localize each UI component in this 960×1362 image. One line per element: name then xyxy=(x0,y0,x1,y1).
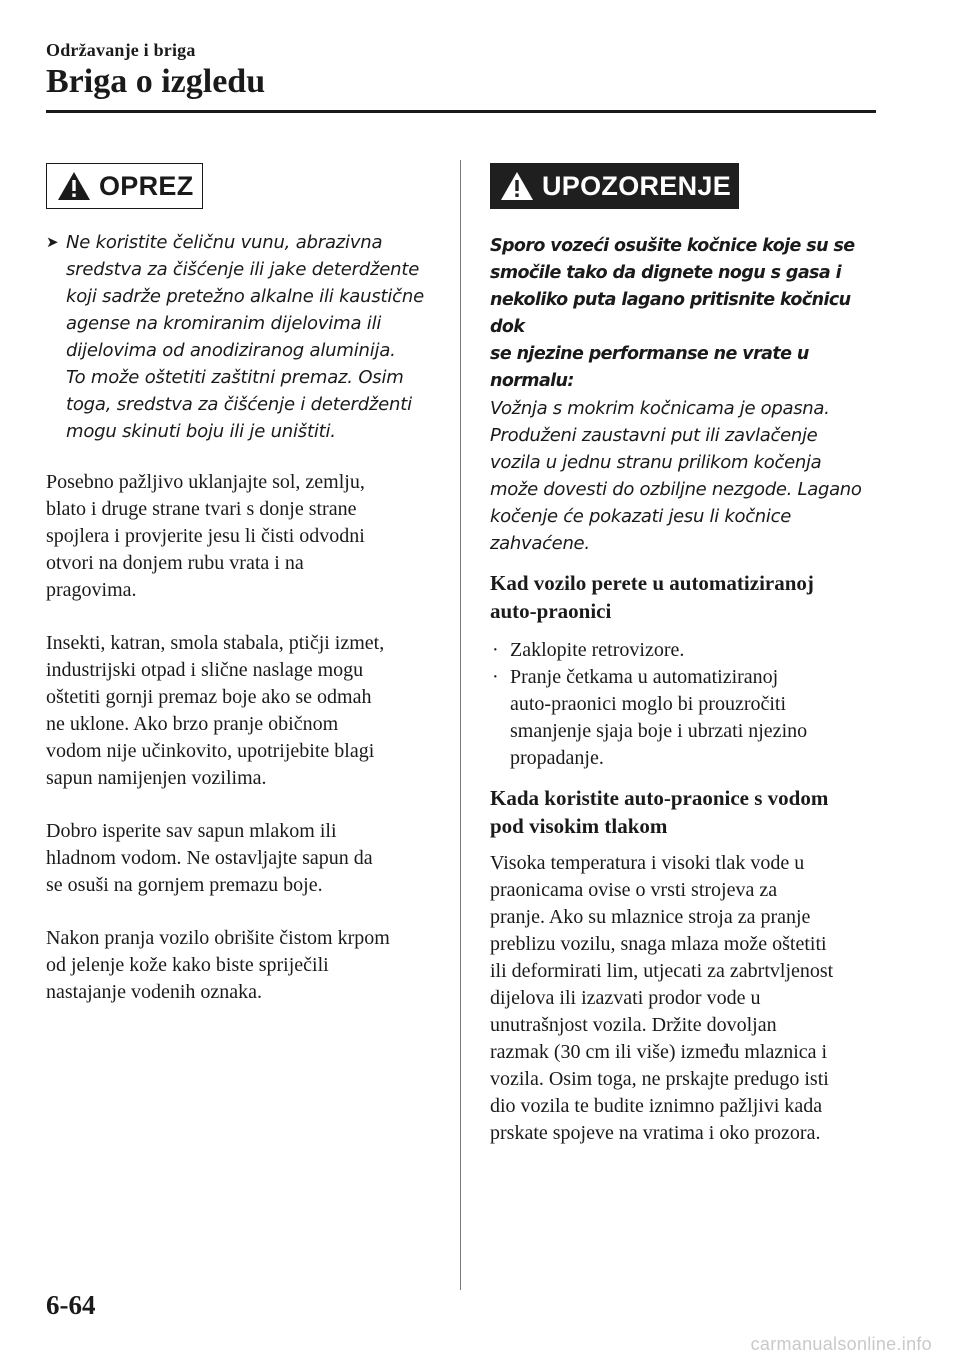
warning-badge xyxy=(490,163,739,209)
caution-line: dijelovima od anodiziranog aluminija. xyxy=(66,340,396,361)
body-paragraph xyxy=(46,818,442,899)
caution-line: agense na kromiranim dijelovima ili xyxy=(66,313,382,334)
heading-line: auto-praonici xyxy=(490,599,612,623)
body-line: od jelenje kože kako biste spriječili xyxy=(46,954,329,976)
body-line: nastajanje vodenih oznaka. xyxy=(46,981,263,1003)
car-wash-heading xyxy=(490,569,882,625)
heading-line: Kada koristite auto-praonice s vodom xyxy=(490,786,829,810)
warning-body-line: može dovesti do ozbiljne nezgode. Lagano xyxy=(490,479,862,500)
body-line: oštetiti gornji premaz boje ako se odmah xyxy=(46,686,372,708)
body-line: Visoka temperatura i visoki tlak vode u xyxy=(490,852,805,874)
high-pressure-heading xyxy=(490,784,882,840)
warning-emphasis-line: nekoliko puta lagano pritisnite kočnicu dok xyxy=(490,290,851,337)
right-column xyxy=(490,163,882,1147)
body-line: preblizu vozilu, snaga mlaza može oštetiti xyxy=(490,933,827,955)
car-wash-bullet-list xyxy=(490,637,882,772)
warning-emphasis-text xyxy=(490,233,882,395)
heading-line: pod visokim tlakom xyxy=(490,814,668,838)
warning-triangle-icon xyxy=(500,171,534,201)
high-pressure-paragraph xyxy=(490,850,882,1147)
caution-line: mogu skinuti boju ili je uništiti. xyxy=(66,421,336,442)
body-line: Insekti, katran, smola stabala, ptičji izmet, xyxy=(46,632,385,654)
bullet-dot-icon: · xyxy=(492,639,499,661)
warning-emphasis-line: Sporo vozeći osušite kočnice koje su se xyxy=(490,236,855,256)
list-item-text xyxy=(510,664,807,772)
body-line: spojlera i provjerite jesu li čisti odvodni xyxy=(46,525,365,547)
left-column xyxy=(46,163,442,1006)
body-line: hladnom vodom. Ne ostavljajte sapun da xyxy=(46,847,373,869)
caution-line: Ne koristite čeličnu vunu, abrazivna xyxy=(66,232,383,253)
caution-label: OPREZ xyxy=(99,170,194,201)
column-divider xyxy=(460,160,461,1290)
body-line: dio vozila te budite iznimno pažljivi kada xyxy=(490,1095,823,1117)
body-line: pragovima. xyxy=(46,579,137,601)
list-item xyxy=(490,664,882,772)
list-line: Zaklopite retrovizore. xyxy=(510,639,685,661)
caution-badge xyxy=(46,163,203,209)
body-line: vodom nije učinkovito, upotrijebite blagi xyxy=(46,740,375,762)
body-line: Dobro isperite sav sapun mlakom ili xyxy=(46,820,337,842)
caution-line: To može oštetiti zaštitni premaz. Osim xyxy=(66,367,404,388)
warning-body-line: zahvaćene. xyxy=(490,533,590,554)
body-line: sapun namijenjen vozilima. xyxy=(46,767,267,789)
body-line: pranje. Ako su mlaznice stroja za pranje xyxy=(490,906,811,928)
body-paragraph xyxy=(46,925,442,1006)
header-divider xyxy=(46,110,876,113)
page-number: 6-64 xyxy=(46,1290,96,1320)
page-title: Briga o izgledu xyxy=(46,63,266,100)
body-line: vozila. Osim toga, ne prskajte predugo isti xyxy=(490,1068,829,1090)
caution-line: sredstva za čišćenje ili jake deterdžente xyxy=(66,259,420,280)
caution-item-text xyxy=(66,229,424,445)
warning-label: UPOZORENJE xyxy=(542,170,732,201)
body-line: se osuši na gornjem premazu boje. xyxy=(46,874,323,896)
left-body xyxy=(46,469,442,1006)
body-paragraph xyxy=(46,630,442,792)
warning-emphasis-line: se njezine performanse ne vrate u normalu: xyxy=(490,344,809,391)
warning-body-line: kočenje će pokazati jesu li kočnice xyxy=(490,506,791,527)
caution-line: toga, sredstva za čišćenje i deterdženti xyxy=(66,394,412,415)
body-line: unutrašnjost vozila. Držite dovoljan xyxy=(490,1014,777,1036)
caution-item xyxy=(46,229,442,445)
watermark: carmanualsonline.info xyxy=(750,1334,932,1354)
body-line: blato i druge strane tvari s donje strane xyxy=(46,498,357,520)
list-line: smanjenje sjaja boje i ubrzati njezino xyxy=(510,720,808,742)
body-line: ili deformirati lim, utjecati za zabrtvljenost xyxy=(490,960,834,982)
body-line: Nakon pranja vozilo obrišite čistom krpom xyxy=(46,927,390,949)
warning-body-text xyxy=(490,395,882,557)
body-line: praonicama ovise o vrsti strojeva za xyxy=(490,879,778,901)
caution-line: koji sadrže pretežno alkalne ili kaustične xyxy=(66,286,424,307)
list-item-text xyxy=(510,637,684,664)
caution-list xyxy=(46,229,442,445)
heading-line: Kad vozilo perete u automatiziranoj xyxy=(490,571,814,595)
body-paragraph xyxy=(46,469,442,604)
list-item xyxy=(490,637,882,664)
list-line: auto-praonici moglo bi prouzročiti xyxy=(510,693,787,715)
body-line: razmak (30 cm ili više) između mlaznica i xyxy=(490,1041,828,1063)
body-line: ne uklone. Ako brzo pranje običnom xyxy=(46,713,339,735)
bullet-dot-icon: · xyxy=(492,666,499,688)
warning-triangle-icon xyxy=(57,171,91,201)
warning-body-line: Vožnja s mokrim kočnicama je opasna. xyxy=(490,398,830,419)
warning-emphasis-line: smočile tako da dignete nogu s gasa i xyxy=(490,263,841,283)
arrow-right-icon: ➤ xyxy=(46,233,59,251)
section-subtitle: Održavanje i briga xyxy=(46,40,196,60)
body-line: prskate spojeve na vratima i oko prozora. xyxy=(490,1122,821,1144)
body-line: industrijski otpad i slične naslage mogu xyxy=(46,659,364,681)
body-line: otvori na donjem rubu vrata i na xyxy=(46,552,304,574)
warning-body-line: Produženi zaustavni put ili zavlačenje xyxy=(490,425,818,446)
list-line: propadanje. xyxy=(510,747,604,769)
warning-body-line: vozila u jednu stranu prilikom kočenja xyxy=(490,452,822,473)
body-line: dijelova ili izazvati prodor vode u xyxy=(490,987,761,1009)
list-line: Pranje četkama u automatiziranoj xyxy=(510,666,779,688)
body-line: Posebno pažljivo uklanjajte sol, zemlju, xyxy=(46,471,365,493)
